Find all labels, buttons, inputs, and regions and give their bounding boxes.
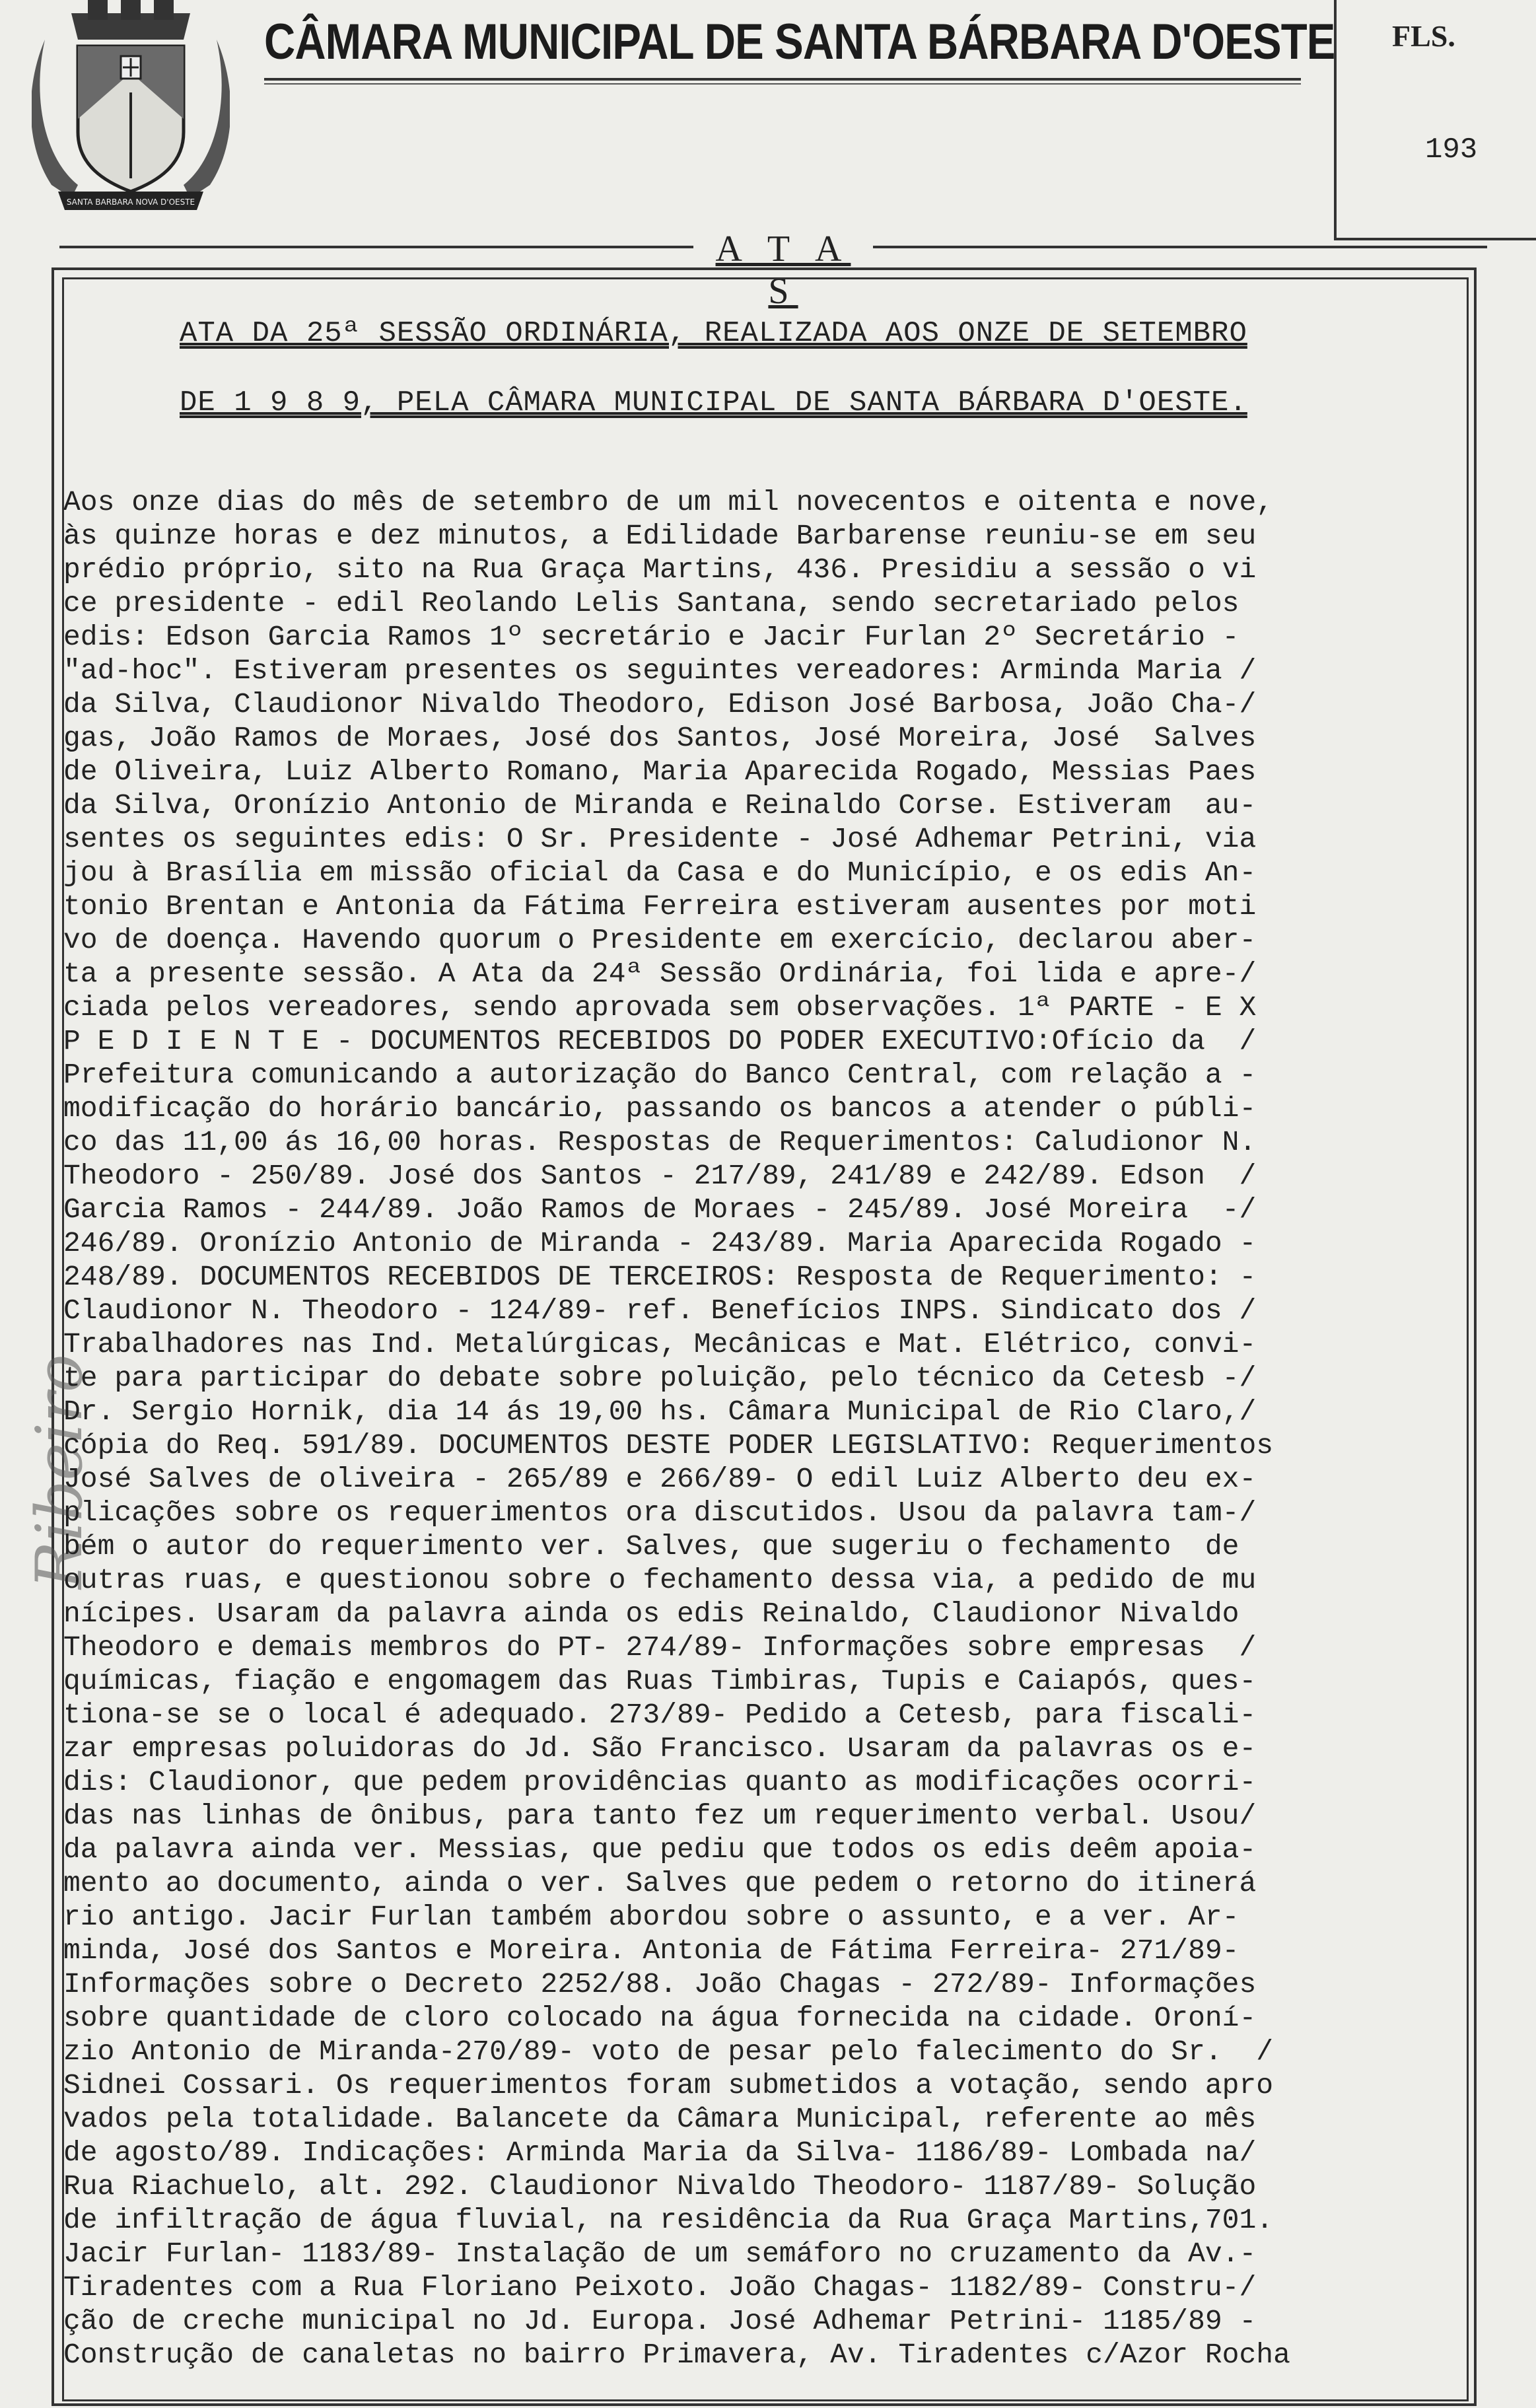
margin-signature: Ribeiro: [22, 1354, 96, 1589]
minutes-body-line: tonio Brentan e Antonia da Fátima Ferreira estiveram ausentes por moti: [63, 890, 1257, 923]
minutes-body-line: Sidnei Cossari. Os requerimentos foram submetidos a votação, sendo apro: [63, 2069, 1274, 2102]
minutes-body-line: edis: Edson Garcia Ramos 1º secretário e Jacir Furlan 2º Secretário -: [63, 621, 1239, 653]
minutes-body-line: da Silva, Claudionor Nivaldo Theodoro, Edison José Barbosa, João Cha-/: [63, 688, 1257, 721]
minutes-body-line: Garcia Ramos - 244/89. João Ramos de Moraes - 245/89. José Moreira -/: [63, 1193, 1257, 1226]
minutes-body-line: químicas, fiação e engomagem das Ruas Timbiras, Tupis e Caiapós, ques-: [63, 1665, 1257, 1697]
section-rule-left: [59, 246, 693, 248]
minutes-body-line: dis: Claudionor, que pedem providências quanto as modificações ocorri-: [63, 1766, 1257, 1798]
minutes-body-line: zio Antonio de Miranda-270/89- voto de pesar pelo falecimento do Sr. /: [63, 2036, 1274, 2068]
minutes-body-line: plicações sobre os requerimentos ora discutidos. Usou da palavra tam-/: [63, 1497, 1257, 1529]
title-rule: [264, 78, 1301, 81]
minutes-body-line: Theodoro - 250/89. José dos Santos - 217/89, 241/89 e 242/89. Edson /: [63, 1160, 1257, 1192]
minutes-heading-line-2: DE 1 9 8 9, PELA CÂMARA MUNICIPAL DE SANTA BÁRBARA D'OESTE.: [180, 386, 1247, 419]
minutes-body-line: prédio próprio, sito na Rua Graça Martins, 436. Presidiu a sessão o vi: [63, 553, 1257, 586]
minutes-body-line: de infiltração de água fluvial, na residência da Rua Graça Martins,701.: [63, 2204, 1274, 2236]
crest-icon: [32, 0, 230, 218]
minutes-body-line: de Oliveira, Luiz Alberto Romano, Maria Aparecida Rogado, Messias Paes: [63, 756, 1257, 788]
minutes-body-line: de agosto/89. Indicações: Arminda Maria da Silva- 1186/89- Lombada na/: [63, 2137, 1257, 2169]
minutes-body-line: P E D I E N T E - DOCUMENTOS RECEBIDOS DO PODER EXECUTIVO:Ofício da /: [63, 1025, 1257, 1057]
minutes-body-line: zar empresas poluidoras do Jd. São Francisco. Usaram da palavras os e-: [63, 1732, 1257, 1765]
minutes-body-line: minda, José dos Santos e Moreira. Antonia de Fátima Ferreira- 271/89-: [63, 1934, 1239, 1967]
minutes-body-line: cópia do Req. 591/89. DOCUMENTOS DESTE PODER LEGISLATIVO: Requerimentos: [63, 1429, 1274, 1462]
minutes-body-line: co das 11,00 ás 16,00 horas. Respostas de Requerimentos: Caludionor N.: [63, 1126, 1257, 1158]
page-number: 193: [1425, 133, 1478, 166]
minutes-body-line: Claudionor N. Theodoro - 124/89- ref. Benefícios INPS. Sindicato dos /: [63, 1294, 1257, 1327]
minutes-body-line: nícipes. Usaram da palavra ainda os edis Reinaldo, Claudionor Nivaldo: [63, 1598, 1239, 1630]
minutes-body-line: Tiradentes com a Rua Floriano Peixoto. João Chagas- 1182/89- Constru-/: [63, 2271, 1257, 2304]
minutes-body-line: ta a presente sessão. A Ata da 24ª Sessão Ordinária, foi lida e apre-/: [63, 958, 1257, 990]
municipal-crest: [32, 0, 230, 218]
section-title: A T A S: [715, 229, 851, 312]
minutes-body-line: bém o autor do requerimento ver. Salves, que sugeriu o fechamento de: [63, 1530, 1239, 1563]
minutes-body-line: das nas linhas de ônibus, para tanto fez um requerimento verbal. Usou/: [63, 1800, 1257, 1832]
minutes-body-line: da palavra ainda ver. Messias, que pediu que todos os edis deêm apoia-: [63, 1833, 1257, 1866]
minutes-body-line: José Salves de oliveira - 265/89 e 266/89- O edil Luiz Alberto deu ex-: [63, 1463, 1257, 1495]
minutes-body-line: 246/89. Oronízio Antonio de Miranda - 243/89. Maria Aparecida Rogado -: [63, 1227, 1257, 1259]
minutes-body-line: Trabalhadores nas Ind. Metalúrgicas, Mecânicas e Mat. Elétrico, convi-: [63, 1328, 1257, 1361]
minutes-body-line: modificação do horário bancário, passando os bancos a atender o públi-: [63, 1092, 1257, 1125]
minutes-body-line: vo de doença. Havendo quorum o Presidente em exercício, declarou aber-: [63, 924, 1257, 956]
minutes-body-line: Aos onze dias do mês de setembro de um mil novecentos e oitenta e nove,: [63, 486, 1274, 518]
minutes-heading-line-1: ATA DA 25ª SESSÃO ORDINÁRIA, REALIZADA AOS ONZE DE SETEMBRO: [180, 317, 1247, 350]
minutes-body-line: "ad-hoc". Estiveram presentes os seguintes vereadores: Arminda Maria /: [63, 655, 1257, 687]
minutes-body-line: te para participar do debate sobre poluição, pelo técnico da Cetesb -/: [63, 1362, 1257, 1394]
minutes-body: [63, 485, 1490, 2372]
minutes-body-line: gas, João Ramos de Moraes, José dos Santos, José Moreira, José Salves: [63, 722, 1257, 754]
minutes-body-line: ciada pelos vereadores, sendo aprovada sem observações. 1ª PARTE - E X: [63, 991, 1257, 1024]
minutes-body-line: sobre quantidade de cloro colocado na água fornecida na cidade. Oroní-: [63, 2002, 1257, 2034]
minutes-body-line: às quinze horas e dez minutos, a Edilidade Barbarense reuniu-se em seu: [63, 520, 1257, 552]
title-rule-secondary: [264, 83, 1301, 85]
minutes-body-line: Informações sobre o Decreto 2252/88. João Chagas - 272/89- Informações: [63, 1968, 1257, 2001]
minutes-body-line: ção de creche municipal no Jd. Europa. José Adhemar Petrini- 1185/89 -: [63, 2305, 1257, 2337]
minutes-body-line: Rua Riachuelo, alt. 292. Claudionor Nivaldo Theodoro- 1187/89- Solução: [63, 2170, 1257, 2203]
minutes-body-line: jou à Brasília em missão oficial da Casa e do Município, e os edis An-: [63, 857, 1257, 889]
minutes-body-line: rio antigo. Jacir Furlan também abordou sobre o assunto, e a ver. Ar-: [63, 1901, 1239, 1933]
minutes-body-line: vados pela totalidade. Balancete da Câmara Municipal, referente ao mês: [63, 2103, 1257, 2135]
minutes-body-line: Prefeitura comunicando a autorização do Banco Central, com relação a -: [63, 1059, 1257, 1091]
minutes-body-line: tiona-se se o local é adequado. 273/89- Pedido a Cetesb, para fiscali-: [63, 1699, 1257, 1731]
minutes-body-line: Theodoro e demais membros do PT- 274/89- Informações sobre empresas /: [63, 1631, 1257, 1664]
minutes-body-line: Dr. Sergio Hornik, dia 14 ás 19,00 hs. Câmara Municipal de Rio Claro,/: [63, 1396, 1257, 1428]
minutes-body-line: mento ao documento, ainda o ver. Salves que pedem o retorno do itinerá: [63, 1867, 1257, 1899]
minutes-body-line: ce presidente - edil Reolando Lelis Santana, sendo secretariado pelos: [63, 587, 1239, 620]
minutes-body-line: Construção de canaletas no bairro Primavera, Av. Tiradentes c/Azor Rocha: [63, 2339, 1290, 2371]
minutes-body-line: Jacir Furlan- 1183/89- Instalação de um semáforo no cruzamento da Av.-: [63, 2238, 1257, 2270]
folio-label: FLS.: [1392, 19, 1455, 53]
minutes-body-line: sentes os seguintes edis: O Sr. Presidente - José Adhemar Petrini, via: [63, 823, 1257, 855]
minutes-body-line: 248/89. DOCUMENTOS RECEBIDOS DE TERCEIROS: Resposta de Requerimento: -: [63, 1261, 1257, 1293]
minutes-body-line: da Silva, Oronízio Antonio de Miranda e Reinaldo Corse. Estiveram au-: [63, 789, 1257, 822]
minutes-body-line: outras ruas, e questionou sobre o fechamento dessa via, a pedido de mu: [63, 1564, 1257, 1596]
section-rule-right: [873, 246, 1487, 248]
chamber-title: CÂMARA MUNICIPAL DE SANTA BÁRBARA D'OESTE: [264, 14, 1335, 70]
crest-motto: SANTA BARBARA NOVA D'OESTE: [66, 197, 195, 207]
